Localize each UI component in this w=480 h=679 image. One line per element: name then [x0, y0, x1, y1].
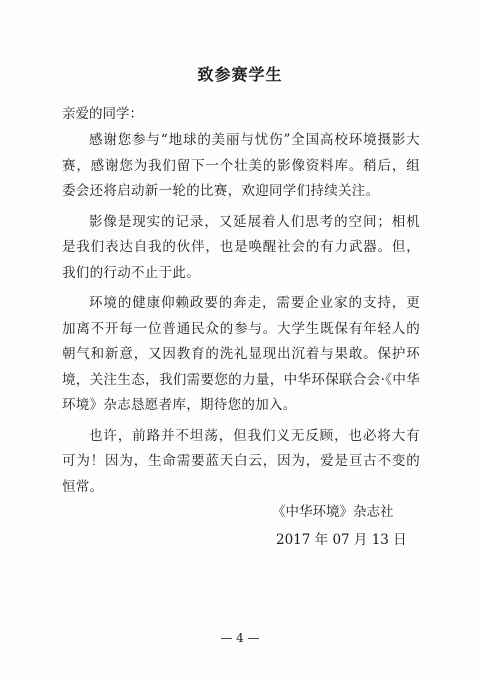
letter-title: 致参赛学生: [197, 65, 283, 84]
paragraph-2: 影像是现实的记录，又延展着人们思考的空间；相机是我们表达自我的伙伴，也是唤醒社会的有力武器。但，我们的行动不止于此。: [62, 213, 420, 281]
page-number: — 4 —: [220, 631, 260, 645]
letter-body: [62, 128, 420, 505]
salutation: 亲爱的同学：: [62, 106, 143, 122]
paragraph-4: 也许，前路并不坦荡，但我们义无反顾，也必将大有可为！因为，生命需要蓝天白云，因为，爱是亘古不变的恒常。: [62, 427, 420, 495]
paragraph-1: 感谢您参与“地球的美丽与忧伤”全国高校环境摄影大赛，感谢您为我们留下一个壮美的影像资料库。稍后，组委会还将启动新一轮的比赛，欢迎同学们持续关注。: [62, 132, 420, 199]
paragraph-3: 环境的健康仰赖政要的奔走，需要企业家的支持，更加离不开每一位普通民众的参与。大学生既保有年轻人的朝气和新意，又因教育的洗礼显现出沉着与果敢。保护环境，关注生态，我们需要您的力量，中华环保联合会·《中华环境》杂志恳愿者库，期待您的加入。: [62, 295, 420, 413]
signature-date: 2017 年 07 月 13 日: [276, 532, 407, 548]
signature-organization: 《中华环境》杂志社: [272, 504, 394, 520]
